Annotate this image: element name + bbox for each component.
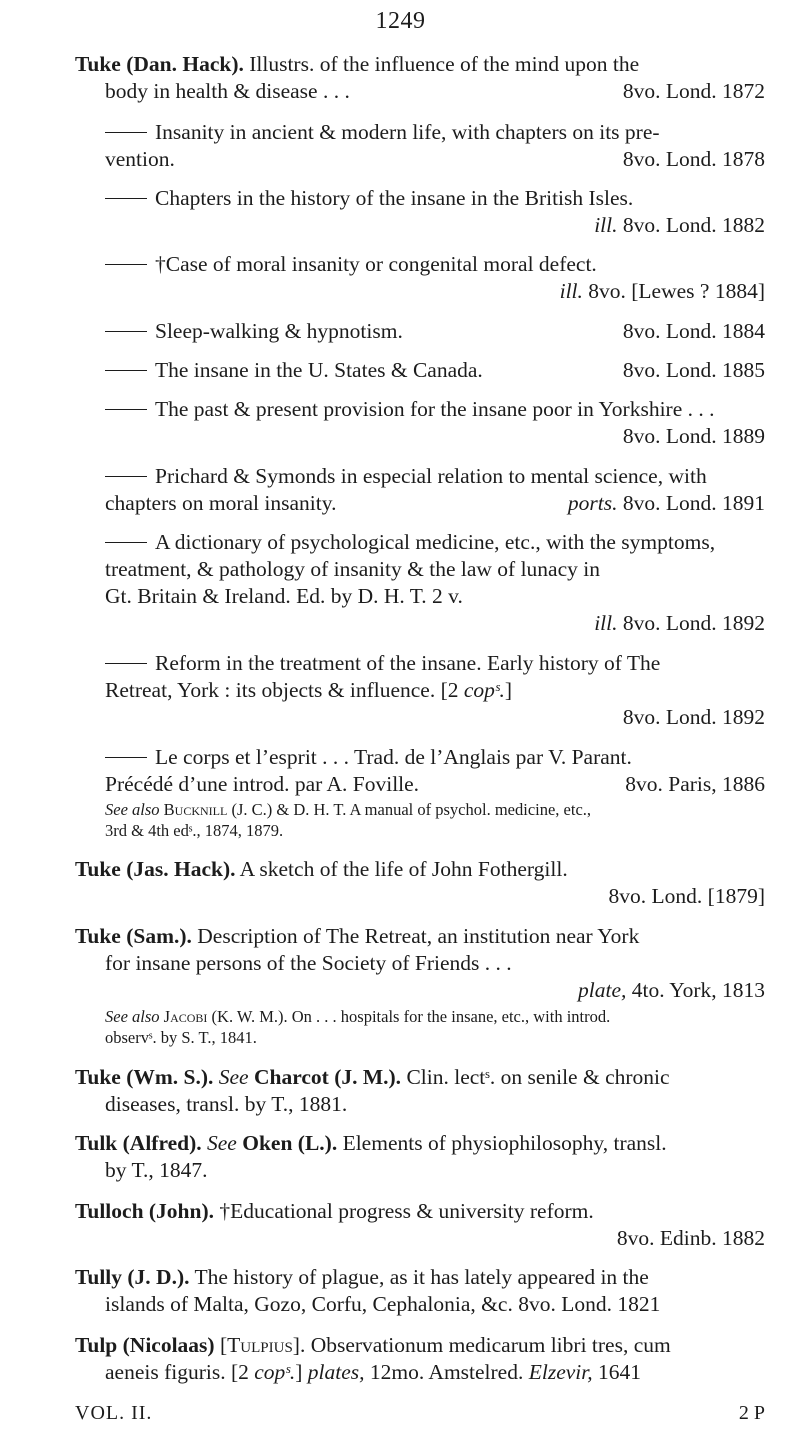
- entry-title-cont: treatment, & pathology of insanity & the law of lunacy in: [105, 557, 600, 581]
- copies-note: copˢ.: [463, 678, 505, 702]
- bracket-close: ]: [504, 678, 512, 702]
- entry-imprint: 8vo. Lond. 1889: [622, 424, 765, 448]
- see-also-label: See also: [105, 800, 160, 819]
- signature-mark: 2 P: [738, 1402, 765, 1424]
- ditto-dash: [105, 409, 147, 410]
- entry-reform-treatment: [75, 650, 765, 731]
- entry-tully-jd: [75, 1264, 765, 1318]
- entry-tuke-sam: [75, 923, 765, 1004]
- entry-title: The history of plague, as it has lately appeared in the: [189, 1265, 649, 1289]
- cross-ref-name: Bucknill: [163, 800, 228, 819]
- entry-title: Elements of physiophilosophy, transl.: [337, 1131, 667, 1155]
- entry-title-cont: aeneis figuris. [2: [105, 1360, 255, 1384]
- cross-ref-text-cont: observˢ. by S. T., 1841.: [105, 1028, 257, 1047]
- cross-ref-text: (J. C.) & D. H. T. A manual of psychol. medicine, etc.,: [227, 800, 592, 819]
- entry-title: A dictionary of psychological medicine, etc., with the symptoms,: [155, 530, 716, 554]
- ditto-dash: [105, 370, 147, 371]
- entry-title: The past & present provision for the insane poor in Yorkshire . . .: [155, 397, 715, 421]
- publisher-name: Elzevir,: [528, 1360, 593, 1384]
- cross-ref-heading: Charcot (J. M.).: [248, 1065, 402, 1089]
- ditto-dash: [105, 132, 147, 133]
- see-label: See: [201, 1131, 237, 1155]
- entry-title-cont: Précédé d’une introd. par A. Foville.: [105, 772, 420, 796]
- entry-imprint: 8vo. Lond. [1879]: [608, 884, 765, 908]
- entry-tulk-alfred: [75, 1130, 765, 1184]
- entry-corps-esprit: [75, 744, 765, 798]
- cross-ref-heading: Oken (L.).: [236, 1131, 338, 1155]
- entry-title: Chapters in the history of the insane in the British Isles.: [155, 186, 634, 210]
- cross-ref-name: Jacobi: [163, 1007, 208, 1026]
- volume-label: VOL. II.: [75, 1402, 153, 1424]
- entry-imprint: 8vo. [Lewes ? 1884]: [582, 279, 765, 303]
- page-number: 1249: [375, 8, 426, 34]
- entry-imprint: 12mo. Amstelred.: [364, 1360, 529, 1384]
- entry-title: Prichard & Symonds in especial relation to mental science, with: [155, 464, 707, 488]
- entry-imprint: 8vo. Lond. 1882: [617, 213, 765, 237]
- entry-title: Illustrs. of the influence of the mind upon the: [243, 52, 640, 76]
- ditto-dash: [105, 198, 147, 199]
- entry-past-present-provision: [75, 396, 765, 450]
- entry-title: A sketch of the life of John Fothergill.: [235, 857, 568, 881]
- entry-title: †Educational progress & university reform.: [214, 1199, 594, 1223]
- entry-imprint: 8vo. Lond. 1872: [622, 79, 765, 103]
- latin-name: Tulpius: [227, 1333, 293, 1357]
- bracket-open: [: [214, 1333, 228, 1357]
- see-also-jacobi: [105, 1006, 765, 1048]
- entry-insane-us-canada: [75, 357, 765, 384]
- ditto-dash: [105, 331, 147, 332]
- portraits-note: ports.: [567, 491, 618, 515]
- entry-title: Reform in the treatment of the insane. Early history of The: [155, 651, 661, 675]
- entry-year: 1641: [592, 1360, 642, 1384]
- entry-heading: Tully (J. D.).: [75, 1265, 190, 1289]
- illustrated-note: ill.: [559, 279, 583, 303]
- entry-title: Description of The Retreat, an institution near York: [191, 924, 640, 948]
- entry-title: Le corps et l’esprit . . . Trad. de l’Anglais par V. Parant.: [155, 745, 632, 769]
- entry-imprint: 8vo. Lond. 1885: [622, 358, 765, 382]
- cross-ref-text-cont: 3rd & 4th edˢ., 1874, 1879.: [105, 821, 284, 840]
- entry-prichard-symonds: [75, 463, 765, 517]
- entry-heading: Tuke (Jas. Hack).: [75, 857, 236, 881]
- entry-title-cont: diseases, transl. by T., 1881.: [105, 1092, 348, 1116]
- entry-heading: Tulloch (John).: [75, 1199, 215, 1223]
- entry-heading: Tuke (Wm. S.).: [75, 1065, 214, 1089]
- entry-imprint: 8vo. Edinb. 1882: [616, 1226, 765, 1250]
- copies-note: copˢ.: [254, 1360, 296, 1384]
- entry-title: Sleep-walking & hypnotism.: [155, 319, 403, 343]
- entry-title-cont: for insane persons of the Society of Friends . . .: [105, 951, 512, 975]
- entry-title: ]. Observationum medicarum libri tres, cum: [292, 1333, 671, 1357]
- entry-tuke-dan: [75, 51, 765, 105]
- entry-title-cont: Gt. Britain & Ireland. Ed. by D. H. T. 2 v.: [105, 584, 463, 608]
- entry-title: Insanity in ancient & modern life, with chapters on its pre-: [155, 120, 660, 144]
- entry-imprint: 8vo. Paris, 1886: [625, 772, 765, 796]
- entry-title: †Case of moral insanity or congenital moral defect.: [155, 252, 597, 276]
- entry-imprint: 8vo. Lond. 1878: [622, 147, 765, 171]
- bracket-close: ]: [295, 1360, 308, 1384]
- entry-case-moral-insanity: [75, 251, 765, 305]
- entry-tulloch-john: [75, 1198, 765, 1252]
- entry-title-cont: by T., 1847.: [105, 1158, 208, 1182]
- entry-imprint: 8vo. Lond. 1892: [617, 611, 765, 635]
- ditto-dash: [105, 264, 147, 265]
- see-label: See: [213, 1065, 249, 1089]
- illustrated-note: ill.: [594, 213, 618, 237]
- plates-note: plates,: [307, 1360, 365, 1384]
- entry-heading: Tuke (Sam.).: [75, 924, 192, 948]
- entry-tuke-jas: [75, 856, 765, 910]
- ditto-dash: [105, 757, 147, 758]
- entry-title-cont: chapters on moral insanity.: [105, 491, 337, 515]
- entry-title: The insane in the U. States & Canada.: [155, 358, 483, 382]
- entry-title-cont: body in health & disease . . .: [105, 79, 350, 103]
- plate-note: plate,: [578, 978, 627, 1002]
- ditto-dash: [105, 476, 147, 477]
- entry-heading: Tulp (Nicolaas): [75, 1333, 215, 1357]
- entry-tulp-nicolaas: [75, 1332, 765, 1386]
- illustrated-note: ill.: [594, 611, 618, 635]
- entry-title-cont: vention.: [105, 147, 175, 171]
- entry-insanity-ancient-modern: [75, 119, 765, 173]
- see-also-bucknill: [105, 799, 765, 841]
- entry-imprint: 8vo. Lond. 1891: [617, 491, 765, 515]
- see-also-label: See also: [105, 1007, 160, 1026]
- page-footer: [75, 1402, 765, 1425]
- ditto-dash: [105, 663, 147, 664]
- entry-heading: Tuke (Dan. Hack).: [75, 52, 244, 76]
- entry-imprint: 8vo. Lond. 1892: [622, 705, 765, 729]
- entry-title-cont: islands of Malta, Gozo, Corfu, Cephalonia, &c. 8vo. Lond. 1821: [105, 1292, 661, 1316]
- ditto-dash: [105, 542, 147, 543]
- entry-title: Clin. lectˢ. on senile & chronic: [401, 1065, 670, 1089]
- entry-heading: Tulk (Alfred).: [75, 1131, 202, 1155]
- entry-sleep-walking: [75, 318, 765, 345]
- entry-imprint: 4to. York, 1813: [626, 978, 765, 1002]
- entry-imprint: 8vo. Lond. 1884: [622, 319, 765, 343]
- cross-ref-text: (K. W. M.). On . . . hospitals for the insane, etc., with introd.: [207, 1007, 611, 1026]
- entry-title-cont: Retreat, York : its objects & influence. [2: [105, 678, 464, 702]
- entry-tuke-wm: [75, 1064, 765, 1118]
- entry-chapters-history-insane: [75, 185, 765, 239]
- entry-dictionary-psych-medicine: [75, 529, 765, 637]
